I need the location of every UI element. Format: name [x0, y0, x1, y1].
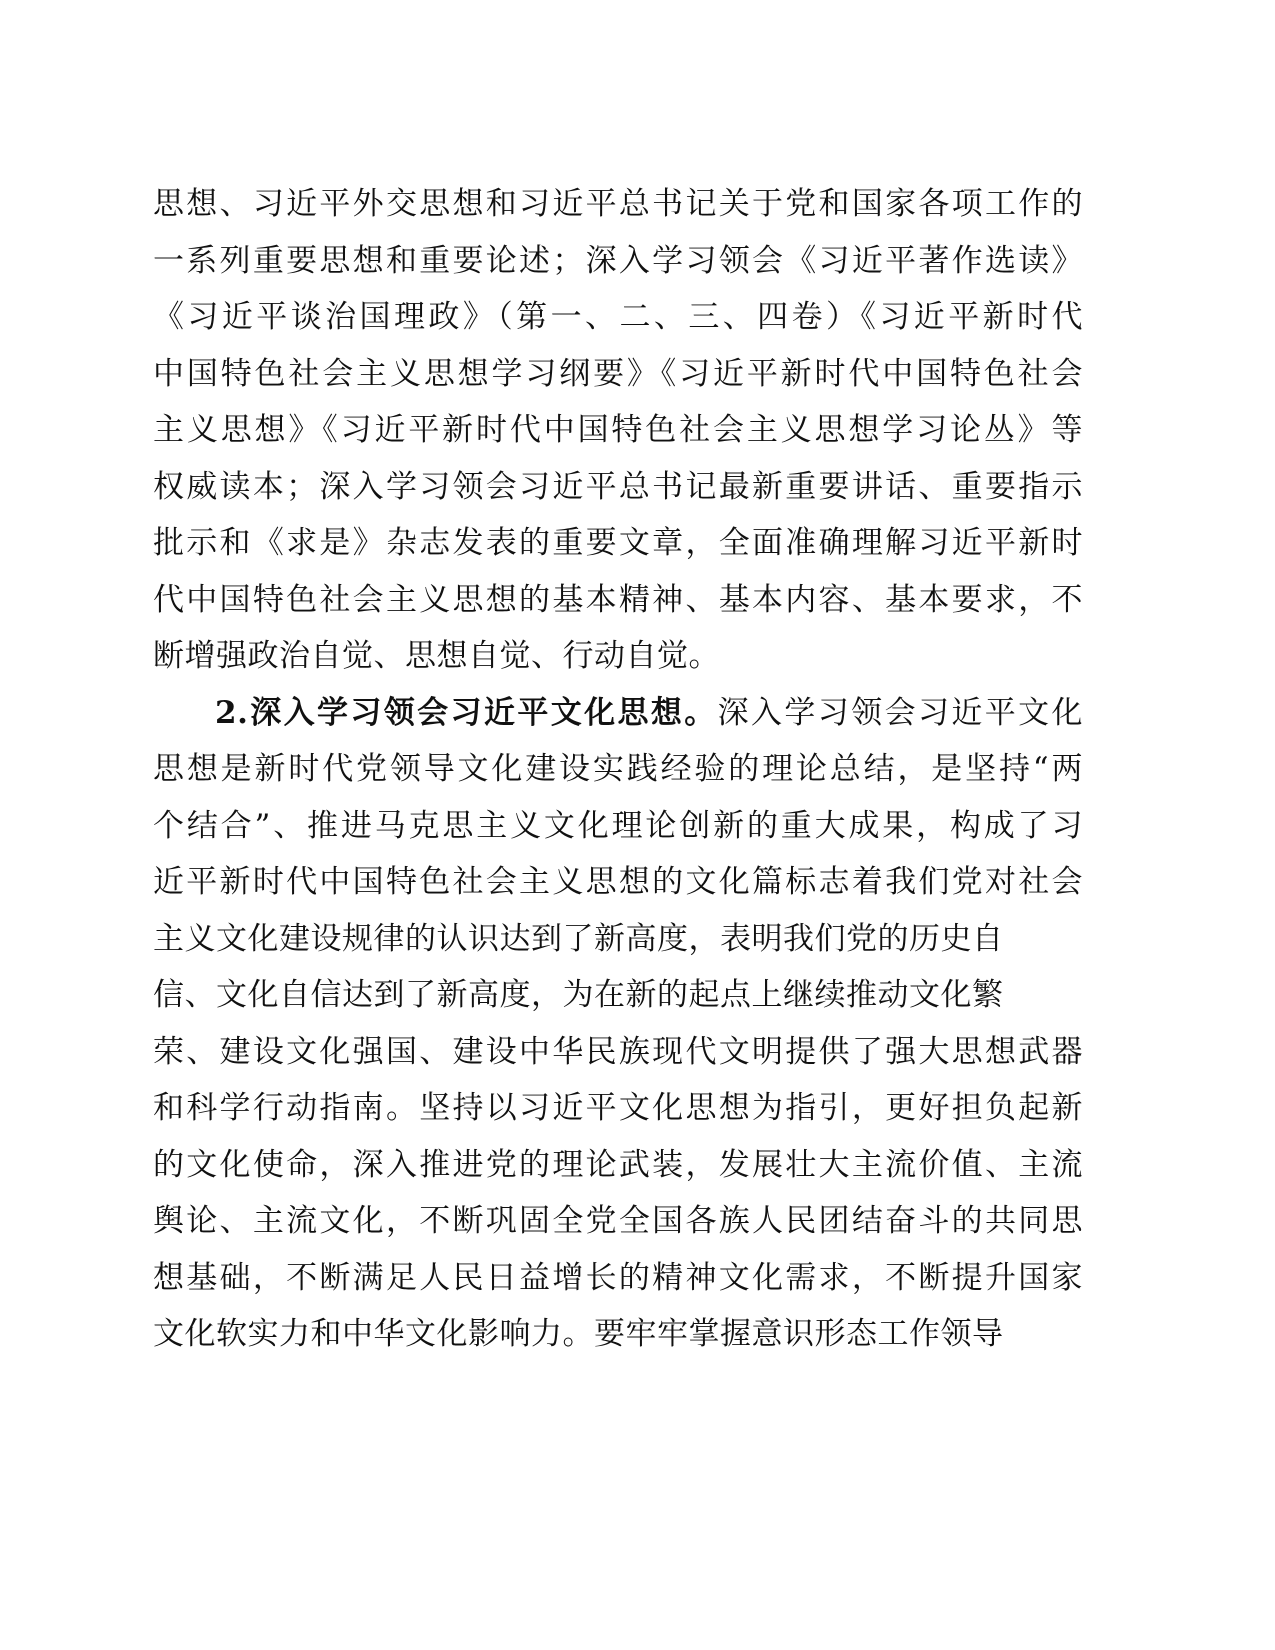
- paragraph-2-line: 想基础，不断满足人民日益增长的精神文化需求，不断提升国家: [153, 1259, 1083, 1296]
- paragraph-2-first-line: [153, 685, 1083, 742]
- paragraph-1-line: 权威读本；深入学习领会习近平总书记最新重要讲话、重要指示: [153, 468, 1083, 505]
- paragraph-1-line: 思想、习近平外交思想和习近平总书记关于党和国家各项工作的: [153, 186, 1083, 222]
- paragraph-1-line: 主义思想》《习近平新时代中国特色社会主义思想学习论丛》等: [153, 412, 1083, 448]
- paragraph-1-line: 《习近平谈治国理政》（第一、二、三、四卷）《习近平新时代: [153, 299, 1083, 335]
- body-text: [153, 176, 1083, 1363]
- paragraph-2: [153, 685, 1083, 1363]
- paragraph-1-line: 一系列重要思想和重要论述；深入学习领会《习近平著作选读》: [153, 242, 1083, 279]
- section-heading: 2.深入学习领会习近平文化思想。: [215, 694, 718, 731]
- paragraph-1-line: 中国特色社会主义思想学习纲要》《习近平新时代中国特色社会: [153, 355, 1083, 392]
- paragraph-1-line: 代中国特色社会主义思想的基本精神、基本内容、基本要求，不: [153, 581, 1083, 618]
- paragraph-1-line: 断增强政治自觉、思想自觉、行动自觉。: [153, 638, 720, 674]
- paragraph-2-first-line-text: 深入学习领会习近平文化: [717, 694, 1083, 731]
- paragraph-2-line: 思想是新时代党领导文化建设实践经验的理论总结，是坚持“两: [153, 751, 1083, 787]
- paragraph-2-line: 荣、建设文化强国、建设中华民族现代文明提供了强大思想武器: [153, 1033, 1083, 1070]
- paragraph-2-line: 主义文化建设规律的认识达到了新高度，表明我们党的历史自: [153, 920, 1004, 957]
- paragraph-2-line: 信、文化自信达到了新高度，为在新的起点上继续推动文化繁: [153, 977, 1004, 1013]
- paragraph-2-line: 和科学行动指南。坚持以习近平文化思想为指引，更好担负起新: [153, 1090, 1083, 1126]
- paragraph-2-line: 个结合”、推进马克思主义文化理论创新的重大成果，构成了习: [153, 807, 1083, 844]
- paragraph-2-line: 文化软实力和中华文化影响力。要牢牢掌握意识形态工作领导: [153, 1316, 1004, 1352]
- paragraph-1-line: 批示和《求是》杂志发表的重要文章，全面准确理解习近平新时: [153, 525, 1083, 561]
- paragraph-2-line: 近平新时代中国特色社会主义思想的文化篇标志着我们党对社会: [153, 864, 1083, 900]
- paragraph-1: [153, 176, 1083, 685]
- paragraph-2-line: 舆论、主流文化，不断巩固全党全国各族人民团结奋斗的共同思: [153, 1203, 1083, 1239]
- paragraph-2-line: 的文化使命，深入推进党的理论武装，发展壮大主流价值、主流: [153, 1146, 1083, 1183]
